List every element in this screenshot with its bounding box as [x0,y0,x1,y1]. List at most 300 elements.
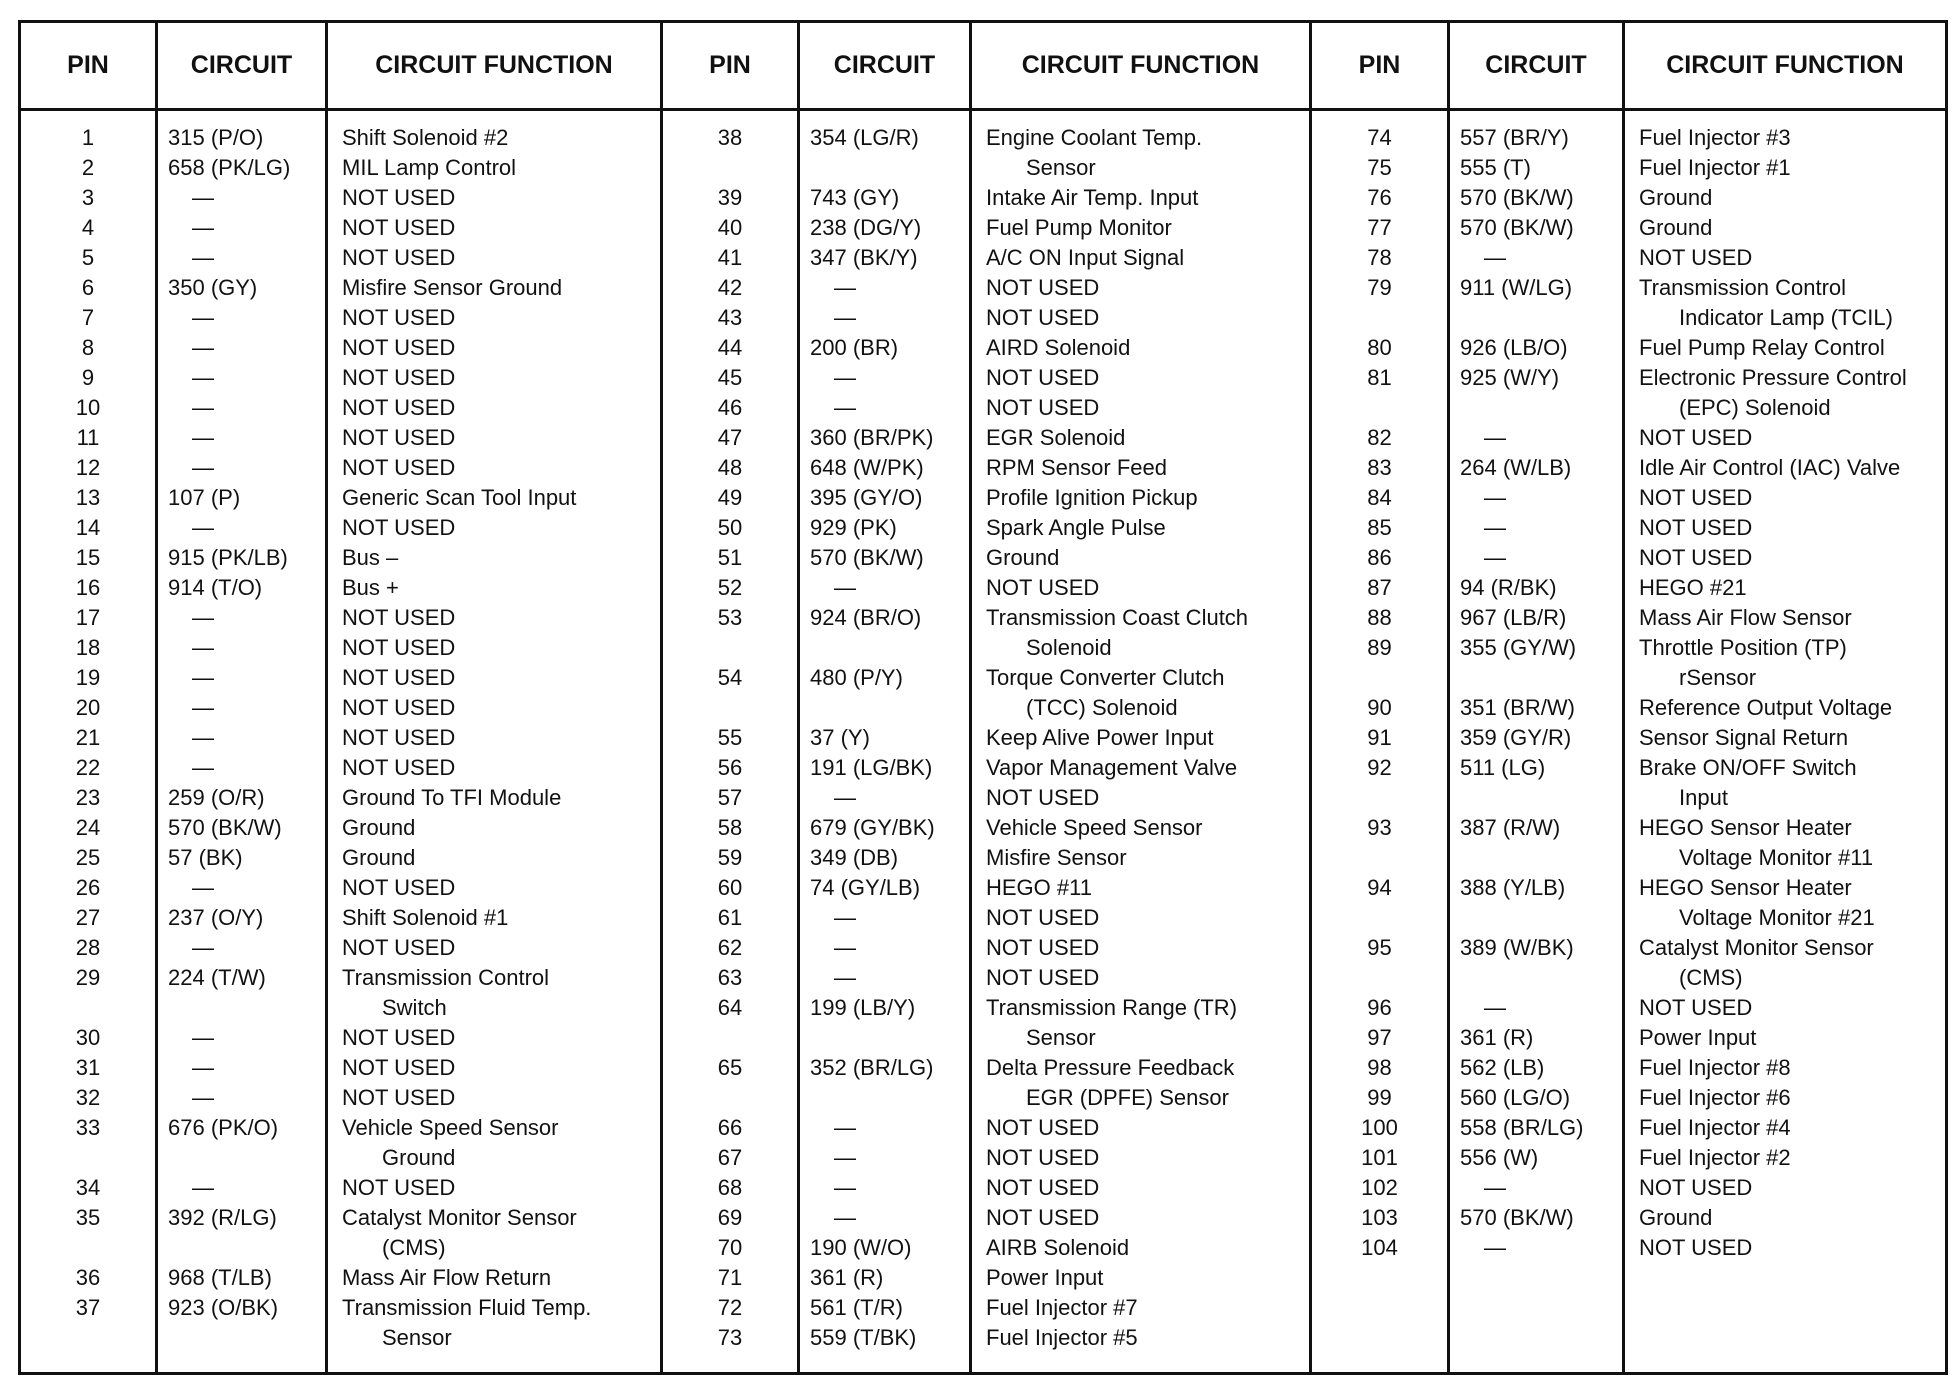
pin-number: 77 [1367,215,1392,240]
circuit-function: AIRD Solenoid [986,335,1131,360]
pin-number: 82 [1367,425,1392,450]
circuit-code: 925 (W/Y) [1460,365,1560,390]
circuit-function: NOT USED [1639,1235,1753,1260]
pin-number: 35 [75,1205,101,1230]
row-spacer [800,693,969,723]
circuit-code: — [192,1085,214,1110]
circuit-code: — [834,1115,856,1140]
circuit-function: NOT USED [986,785,1100,810]
circuit-code: 37 (Y) [810,725,870,750]
circuit-code: — [192,1055,214,1080]
header-circuit-function: CIRCUIT FUNCTION [969,23,1309,108]
circuit-function: HEGO Sensor Heater [1639,875,1852,900]
circuit-function: NOT USED [342,335,456,360]
circuit-code: — [834,965,856,990]
pin-circuit-table [18,20,1948,1375]
pin-number: 75 [1367,155,1392,180]
pin-number: 100 [1361,1115,1398,1140]
circuit-function-continued: EGR (DPFE) Sensor [1026,1085,1229,1110]
circuit-function: Electronic Pressure Control [1639,365,1907,390]
pin-number: 67 [717,1145,743,1170]
pin-number: 72 [717,1295,743,1320]
row-spacer [1450,393,1622,423]
circuit-function: HEGO Sensor Heater [1639,815,1852,840]
pin-number: 87 [1367,575,1392,600]
circuit-code: 648 (W/PK) [810,455,924,480]
circuit-function: Catalyst Monitor Sensor [1639,935,1874,960]
pin-number: 57 [717,785,743,810]
pin-number: 68 [717,1175,743,1200]
circuit-function: Mass Air Flow Sensor [1639,605,1852,630]
pin-number: 6 [81,275,95,300]
pin-number: 47 [717,425,743,450]
circuit-function: Ground [1639,1205,1713,1230]
circuit-code: 558 (BR/LG) [1460,1115,1584,1140]
pin-number: 71 [717,1265,743,1290]
circuit-function: Vapor Management Valve [986,755,1238,780]
row-spacer [21,1143,155,1173]
pin-number: 28 [75,935,101,960]
row-spacer [1312,393,1447,423]
circuit-code: 355 (GY/W) [1460,635,1577,660]
circuit-function: Fuel Injector #6 [1639,1085,1791,1110]
pin-number: 99 [1367,1085,1392,1110]
circuit-function: Bus + [342,575,399,600]
circuit-code: — [192,395,214,420]
circuit-function: Ground [342,845,416,870]
circuit-code: 570 (BK/W) [810,545,924,570]
pin-number: 66 [717,1115,743,1140]
circuit-column [797,111,969,1372]
row-spacer [663,693,797,723]
pin-number: 64 [717,995,743,1020]
circuit-code: 94 (R/BK) [1460,575,1557,600]
pin-number: 86 [1367,545,1392,570]
circuit-code: — [1484,545,1506,570]
pin-number: 9 [81,365,95,390]
header-circuit-function: CIRCUIT FUNCTION [1622,23,1945,108]
pin-number: 103 [1361,1205,1398,1230]
pin-number: 62 [717,935,743,960]
row-spacer [1450,843,1622,873]
circuit-code: — [192,365,214,390]
circuit-function: Ground [1639,215,1713,240]
circuit-function: Ground [986,545,1060,570]
header-pin: PIN [67,51,109,79]
circuit-code: 259 (O/R) [168,785,265,810]
pin-number: 34 [75,1175,101,1200]
circuit-function: Idle Air Control (IAC) Valve [1639,455,1901,480]
circuit-function: NOT USED [986,1115,1100,1140]
pin-number: 63 [717,965,743,990]
circuit-function: Fuel Injector #1 [1639,155,1791,180]
row-spacer [663,633,797,663]
pin-number: 50 [717,515,743,540]
circuit-function: MIL Lamp Control [342,155,517,180]
circuit-code: — [192,635,214,660]
circuit-function-continued: Switch [382,995,447,1020]
circuit-code: 191 (LG/BK) [810,755,933,780]
circuit-function: NOT USED [342,1085,456,1110]
pin-number: 91 [1367,725,1392,750]
circuit-code: — [192,455,214,480]
circuit-code: 562 (LB) [1460,1055,1545,1080]
row-spacer [663,1023,797,1053]
pin-number: 98 [1367,1055,1392,1080]
circuit-function: NOT USED [342,1055,456,1080]
circuit-code: 388 (Y/LB) [1460,875,1566,900]
circuit-function: HEGO #21 [1639,575,1747,600]
circuit-function: NOT USED [342,305,456,330]
circuit-code: — [1484,1175,1506,1200]
circuit-function: Fuel Injector #5 [986,1325,1138,1350]
circuit-code: — [192,755,214,780]
table-body [1312,111,1945,1372]
pin-number: 41 [717,245,743,270]
circuit-code: — [192,335,214,360]
circuit-function: Ground To TFI Module [342,785,562,810]
pin-number: 22 [75,755,101,780]
row-spacer [1450,783,1622,813]
circuit-function-continued: Sensor [1026,155,1096,180]
circuit-code: 349 (DB) [810,845,899,870]
pin-number: 18 [75,635,101,660]
circuit-function: Ground [342,815,416,840]
circuit-function: NOT USED [342,185,456,210]
circuit-function: NOT USED [986,395,1100,420]
circuit-function: NOT USED [342,635,456,660]
circuit-code: 395 (GY/O) [810,485,923,510]
circuit-function: Shift Solenoid #1 [342,905,509,930]
pin-number: 5 [81,245,95,270]
row-spacer [1312,663,1447,693]
circuit-column [1447,111,1622,1372]
circuit-function: NOT USED [986,275,1100,300]
circuit-code: — [192,875,214,900]
row-spacer [158,993,325,1023]
pin-number: 45 [717,365,743,390]
circuit-function: Generic Scan Tool Input [342,485,577,510]
circuit-function-continued: Solenoid [1026,635,1112,660]
pin-number: 49 [717,485,743,510]
circuit-function: Misfire Sensor [986,845,1127,870]
circuit-function: NOT USED [1639,1175,1753,1200]
row-spacer [21,1233,155,1263]
circuit-function: NOT USED [342,875,456,900]
circuit-code: 929 (PK) [810,515,897,540]
pin-number: 27 [75,905,101,930]
circuit-code: — [1484,425,1506,450]
circuit-code: 224 (T/W) [168,965,266,990]
pin-number: 20 [75,695,101,720]
circuit-function: Fuel Injector #2 [1639,1145,1791,1170]
circuit-code: 911 (W/LG) [1460,275,1573,300]
circuit-code: 392 (R/LG) [168,1205,277,1230]
row-spacer [1450,303,1622,333]
circuit-code: — [192,725,214,750]
table-body [21,111,660,1372]
pin-column [21,111,155,1372]
circuit-code: — [834,575,856,600]
header-circuit: CIRCUIT [797,23,969,108]
circuit-function: NOT USED [986,905,1100,930]
row-spacer [1450,903,1622,933]
pin-number: 54 [717,665,743,690]
circuit-function: NOT USED [986,365,1100,390]
pin-number: 43 [717,305,743,330]
circuit-function: Spark Angle Pulse [986,515,1166,540]
row-spacer [800,633,969,663]
circuit-function: NOT USED [342,665,456,690]
circuit-function: NOT USED [342,1025,456,1050]
circuit-function: NOT USED [342,215,456,240]
row-spacer [1312,303,1447,333]
circuit-function: Misfire Sensor Ground [342,275,563,300]
header-pin: PIN [709,51,751,79]
row-spacer [1450,963,1622,993]
circuit-code: 190 (W/O) [810,1235,912,1260]
pin-number: 73 [717,1325,743,1350]
pin-number: 55 [717,725,743,750]
circuit-function: NOT USED [342,455,456,480]
circuit-code: 676 (PK/O) [168,1115,279,1140]
circuit-code: 679 (GY/BK) [810,815,935,840]
circuit-function: Power Input [986,1265,1104,1290]
circuit-code: 238 (DG/Y) [810,215,922,240]
circuit-code: 361 (R) [1460,1025,1534,1050]
circuit-function: NOT USED [342,1175,456,1200]
circuit-code: — [834,365,856,390]
circuit-function: Sensor Signal Return [1639,725,1849,750]
pin-number: 97 [1367,1025,1392,1050]
circuit-code: 658 (PK/LG) [168,155,291,180]
circuit-code: — [834,1145,856,1170]
pin-number: 69 [717,1205,743,1230]
pin-column [663,111,797,1372]
circuit-code: 560 (LG/O) [1460,1085,1571,1110]
circuit-code: 264 (W/LB) [1460,455,1572,480]
pin-number: 56 [717,755,743,780]
circuit-function: Keep Alive Power Input [986,725,1214,750]
circuit-code: — [834,1205,856,1230]
circuit-function: NOT USED [1639,545,1753,570]
circuit-function: NOT USED [1639,245,1753,270]
circuit-function: Fuel Pump Monitor [986,215,1172,240]
circuit-function: Intake Air Temp. Input [986,185,1199,210]
pin-column [1312,111,1447,1372]
pin-number: 85 [1367,515,1392,540]
circuit-code: 926 (LB/O) [1460,335,1568,360]
circuit-function: Shift Solenoid #2 [342,125,509,150]
circuit-code: — [192,515,214,540]
pin-number: 74 [1367,125,1392,150]
pin-number: 2 [81,155,95,180]
circuit-function: NOT USED [342,245,456,270]
table-group-pins-74-104 [1309,23,1945,1372]
pin-number: 36 [75,1265,101,1290]
circuit-code: 199 (LB/Y) [810,995,916,1020]
circuit-function: Fuel Injector #7 [986,1295,1138,1320]
circuit-function: Engine Coolant Temp. [986,125,1203,150]
row-spacer [800,1023,969,1053]
circuit-function: NOT USED [1639,515,1753,540]
circuit-code: 350 (GY) [168,275,258,300]
circuit-function: Fuel Injector #4 [1639,1115,1791,1140]
table-group-pins-38-73 [660,23,1309,1372]
circuit-code: 924 (BR/O) [810,605,922,630]
row-spacer [1450,663,1622,693]
circuit-code: 556 (W) [1460,1145,1539,1170]
pin-number: 11 [76,425,100,450]
pin-number: 13 [75,485,101,510]
circuit-function: NOT USED [986,935,1100,960]
header-circuit-function: CIRCUIT FUNCTION [325,23,660,108]
row-spacer [663,1083,797,1113]
circuit-function: NOT USED [342,755,456,780]
circuit-code: 570 (BK/W) [168,815,282,840]
circuit-function: NOT USED [986,1145,1100,1170]
circuit-code: — [192,425,214,450]
pin-number: 24 [75,815,101,840]
circuit-code: 315 (P/O) [168,125,264,150]
pin-number: 93 [1367,815,1392,840]
circuit-function: NOT USED [342,605,456,630]
circuit-code: — [834,785,856,810]
header-circuit: CIRCUIT [155,23,325,108]
circuit-code: — [192,1175,214,1200]
row-spacer [800,153,969,183]
circuit-code: 557 (BR/Y) [1460,125,1569,150]
row-spacer [158,1323,325,1353]
pin-number: 23 [75,785,101,810]
circuit-code: — [1484,485,1506,510]
pin-number: 33 [75,1115,101,1140]
circuit-code: — [192,185,214,210]
column-headers [663,23,1309,111]
pin-number: 25 [75,845,101,870]
pin-number: 15 [75,545,101,570]
circuit-function: NOT USED [1639,995,1753,1020]
circuit-function: Transmission Control [1639,275,1847,300]
circuit-code: — [192,605,214,630]
circuit-code: — [192,1025,214,1050]
circuit-function: Catalyst Monitor Sensor [342,1205,577,1230]
circuit-function: NOT USED [1639,425,1753,450]
pin-number: 60 [717,875,743,900]
circuit-function: EGR Solenoid [986,425,1126,450]
pin-number: 31 [75,1055,101,1080]
circuit-code: 200 (BR) [810,335,899,360]
circuit-function: Reference Output Voltage [1639,695,1893,720]
circuit-function: Vehicle Speed Sensor [342,1115,559,1140]
circuit-function-continued: rSensor [1679,665,1757,690]
circuit-code: 237 (O/Y) [168,905,264,930]
circuit-code: 967 (LB/R) [1460,605,1567,630]
pin-number: 81 [1367,365,1392,390]
column-headers [21,23,660,111]
circuit-function-continued: Indicator Lamp (TCIL) [1679,305,1893,330]
circuit-code: 559 (T/BK) [810,1325,917,1350]
pin-number: 95 [1367,935,1392,960]
circuit-function: RPM Sensor Feed [986,455,1167,480]
pin-number: 39 [717,185,743,210]
pin-number: 84 [1367,485,1392,510]
pin-number: 96 [1367,995,1392,1020]
circuit-function: Transmission Control [342,965,550,990]
circuit-function: Ground [1639,185,1713,210]
pin-number: 21 [75,725,101,750]
pin-number: 40 [717,215,743,240]
circuit-function: Fuel Pump Relay Control [1639,335,1885,360]
circuit-function: Brake ON/OFF Switch [1639,755,1857,780]
column-headers [1312,23,1945,111]
circuit-code: — [192,215,214,240]
pin-number: 16 [75,575,101,600]
circuit-function: Throttle Position (TP) [1639,635,1847,660]
circuit-function: NOT USED [342,425,456,450]
pin-number: 78 [1367,245,1392,270]
circuit-function: NOT USED [1639,485,1753,510]
pin-number: 90 [1367,695,1392,720]
circuit-code: — [834,935,856,960]
circuit-function: HEGO #11 [986,875,1092,900]
circuit-code: — [834,305,856,330]
pin-number: 10 [75,395,101,420]
circuit-function-continued: (TCC) Solenoid [1026,695,1178,720]
pin-number: 1 [81,125,95,150]
circuit-function: Transmission Range (TR) [986,995,1238,1020]
pin-number: 104 [1361,1235,1398,1260]
circuit-function-continued: Ground [382,1145,456,1170]
circuit-code: — [1484,1235,1506,1260]
circuit-function: Transmission Fluid Temp. [342,1295,592,1320]
circuit-function-continued: Input [1679,785,1728,810]
circuit-function: NOT USED [986,575,1100,600]
pin-number: 89 [1367,635,1392,660]
circuit-function-continued: (CMS) [1679,965,1743,990]
pin-number: 44 [717,335,743,360]
circuit-code: 743 (GY) [810,185,900,210]
row-spacer [1312,783,1447,813]
circuit-function: NOT USED [342,725,456,750]
circuit-code: — [834,1175,856,1200]
circuit-code: — [1484,245,1506,270]
pin-number: 46 [717,395,743,420]
pin-number: 14 [75,515,101,540]
pin-number: 37 [75,1295,101,1320]
pin-number: 65 [717,1055,743,1080]
row-spacer [21,993,155,1023]
pin-number: 88 [1367,605,1392,630]
pin-number: 3 [81,185,95,210]
circuit-code: 968 (T/LB) [168,1265,272,1290]
circuit-function: Fuel Injector #8 [1639,1055,1791,1080]
pin-number: 19 [75,665,101,690]
pin-number: 51 [717,545,743,570]
circuit-code: — [834,905,856,930]
pin-number: 59 [717,845,743,870]
circuit-code: 511 (LG) [1460,755,1546,780]
circuit-code: 915 (PK/LB) [168,545,288,570]
circuit-function: NOT USED [342,935,456,960]
circuit-function: NOT USED [342,515,456,540]
circuit-function-continued: (CMS) [382,1235,446,1260]
header-circuit: CIRCUIT [1447,23,1622,108]
pin-number: 4 [81,215,95,240]
pin-number: 17 [75,605,101,630]
circuit-function: NOT USED [342,395,456,420]
function-column [969,111,1309,1372]
